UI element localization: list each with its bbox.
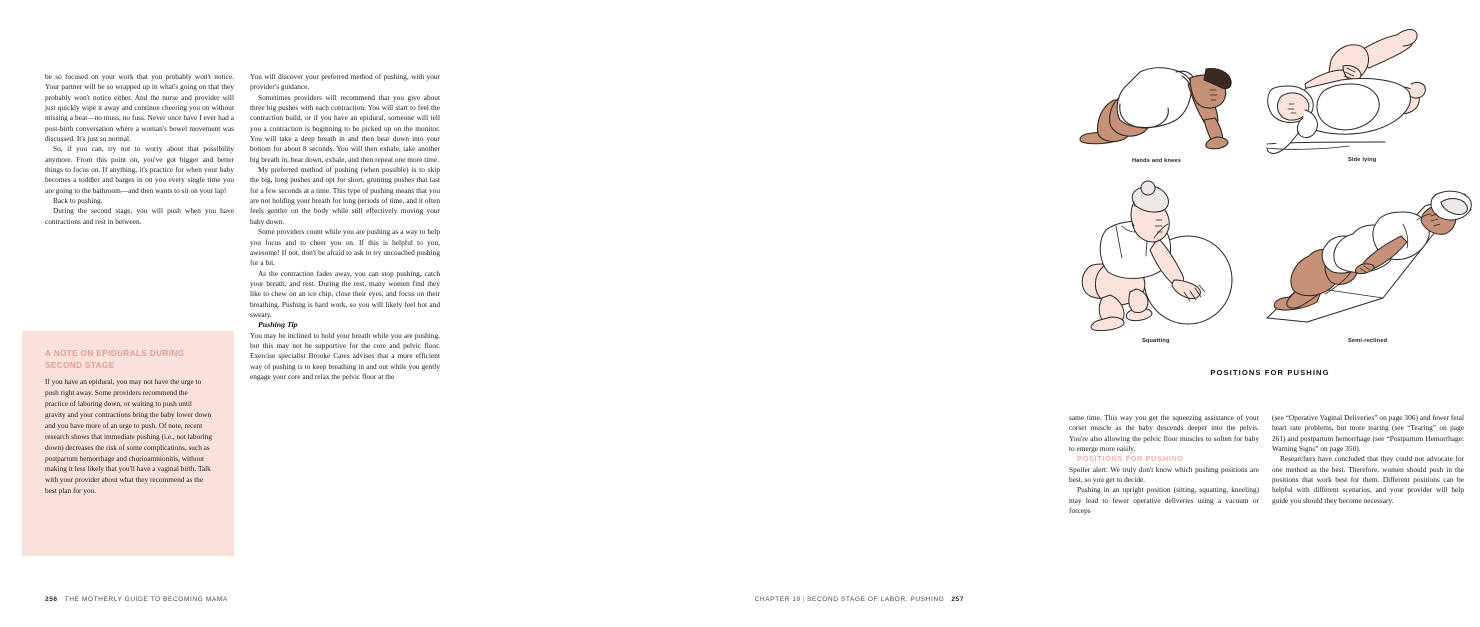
paragraph: Spoiler alert: We truly don't know which pushing positions are best, so you get to decide. (1069, 464, 1259, 485)
right-page-column-1 (1069, 413, 1259, 516)
paragraph: Back to pushing. (53, 196, 103, 206)
paragraph: As the contraction fades away, you can stop pushing, catch your breath, and rest. During the rest, many women find they like to chew on an ice chip, close their eyes, and focus on their breathing. Pushing is hard work, so you will likely feel hot and sweaty. (250, 268, 440, 319)
caption-semi-reclined: Semi-reclined (1348, 338, 1388, 344)
left-page-column-1 (45, 72, 234, 227)
positions-for-pushing-figure (1060, 18, 1480, 386)
paragraph: Pushing in an upright position (sitting, squatting, kneeling) may lead to fewer operative deliveries using a vacuum or forceps (1069, 485, 1259, 516)
paragraph: Some providers count while you are pushing as a way to help you focus and to cheer you on. If this is helpful to you, awesome! If not, don't be afraid to ask to try uncoached pushing for a bit. (250, 227, 440, 268)
paragraph: My preferred method of pushing (when possible) is to skip the big, long pushes and opt for short, grunting pushes that last for a few seconds at a time. This type of pushing means that you are not holding your breath for long periods of time, and it often feels gentler on the body while still effectively moving your baby down. (250, 165, 440, 226)
illustration-squatting (1078, 180, 1278, 332)
running-head-title: SECOND STAGE OF LABOR: PUSHING (807, 596, 945, 603)
caption-side-lying: Side lying (1348, 157, 1377, 163)
hands-and-knees-figure-icon (1070, 24, 1270, 164)
left-page-footer (45, 596, 228, 603)
left-page-column-2 (250, 72, 440, 382)
paragraph: During the second stage, you will push when you have contractions and rest in between. (45, 206, 234, 226)
illustration-side-lying (1265, 22, 1475, 164)
illustration-hands-and-knees (1070, 24, 1270, 164)
paragraph: Researchers have concluded that they could not advocate for one method as the best. Therefore, women should push in the positions that work best for them. Different positions can be helpful with different scenarios, and your provider will help guide you should they become necessary. (1272, 454, 1464, 505)
paragraph: be so focused on your work that you probably won't notice. Your partner will be so wrapped up in what's going on that they probably won't notice either. And the nurse and provider will just quickly wipe it away and continue cheering you on without missing a beat—no muss, no fuss. Never once have I ever had a post-birth conversation where a woman's bowel movement was discussed. It's just so normal. (45, 72, 234, 144)
page-number: 256 (45, 596, 58, 603)
callout-body-text: If you have an epidural, you may not have the urge to push right away. Some providers recommend the practice of laboring down, or waiting to push until gravity and your contractions bring the baby lower down and you have more of an urge to push. Of note, recent research shows that immediate pushing (i.e., not laboring down) decreases the risk of some complications, such as postpartum hemorrhage and chorioamnionitis, without making it less likely that you'll have a vaginal birth. Talk with your provider about what they recommend as the best plan for you. (45, 377, 212, 496)
paragraph: (see “Operative Vaginal Deliveries” on page 306) and fewer fetal heart rate problems, but more tearing (see “Tearing” on page 261) and postpartum hemorrhage (see “Postpartum Hemorrhage: Warning Signs” on page 350). (1272, 413, 1464, 454)
callout-heading: A NOTE ON EPIDURALS DURING SECOND STAGE (45, 349, 185, 370)
caption-hands-and-knees: Hands and knees (1132, 158, 1182, 164)
side-lying-figure-icon (1265, 22, 1475, 164)
running-head-chapter: CHAPTER 19 (754, 596, 801, 603)
left-page (0, 0, 500, 627)
right-page (500, 0, 1464, 627)
epidural-note-callout (22, 331, 234, 556)
page-number: 257 (951, 596, 964, 603)
running-head-separator: | (802, 596, 806, 603)
caption-squatting: Squatting (1142, 338, 1170, 344)
positions-for-pushing-heading: POSITIONS FOR PUSHING (1077, 454, 1184, 464)
running-head: THE MOTHERLY GUIDE TO BECOMING MAMA (64, 596, 228, 603)
paragraph: You will discover your preferred method of pushing, with your provider's guidance. (250, 72, 440, 92)
paragraph: Sometimes providers will recommend that you give about three big pushes with each contraction. You will start to feel the contraction build, or if you have an epidural, someone will tell you a contraction is beginning to be picked up on the monitor. You will take a deep breath in and then bear down into your bottom for about 8 seconds. You will then exhale, take another big breath in, bear down, exhale, and then repeat one more time. (250, 92, 440, 164)
paragraph: So, if you can, try not to worry about that possibility anymore. From this point on, you've got bigger and better things to focus on. If anything, it's practice for when your baby becomes a toddler and barges in on you every single time you are going to the bathroom—and then wants to sit on your lap! (45, 144, 234, 195)
paragraph: You may be inclined to hold your breath while you are pushing, but this may not be supportive for the core and pelvic floor. Exercise specialist Brooke Cates advises that a more efficient way of pushing is to keep breathing in and out while you gently engage your core and relax the pelvic floor at the (250, 330, 440, 381)
right-page-footer (755, 596, 964, 603)
right-page-column-2 (1272, 413, 1464, 506)
squatting-figure-icon (1078, 180, 1278, 332)
semi-reclined-figure-icon (1265, 180, 1477, 332)
illustration-semi-reclined (1265, 180, 1477, 332)
figure-title: POSITIONS FOR PUSHING (1210, 368, 1330, 377)
pushing-tip-subheading: Pushing Tip (258, 320, 298, 330)
paragraph: same time. This way you get the squeezing assistance of your corset muscle as the baby descends deeper into the pelvis. You're also allowing the pelvic floor muscles to soften for baby to emerge more easily. (1069, 413, 1259, 454)
